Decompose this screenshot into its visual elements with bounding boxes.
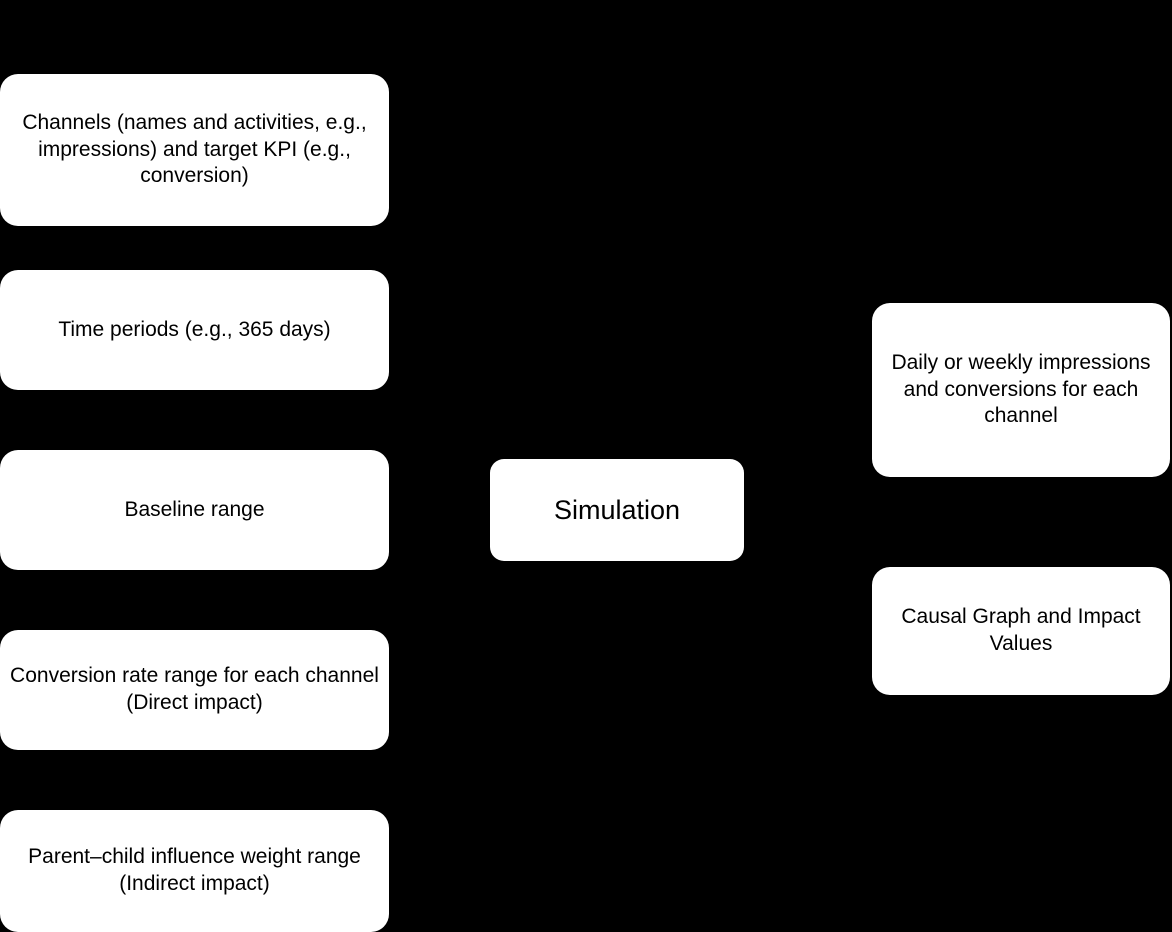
input-node-conversion-rate-range-label: Conversion rate range for each channel (Direct impact) <box>10 664 379 714</box>
input-node-parent-child-weight-range-label: Parent–child influence weight range (Indirect impact) <box>28 845 361 895</box>
input-node-conversion-rate-range <box>0 630 389 750</box>
process-node-simulation-label: Simulation <box>553 494 681 525</box>
input-node-baseline-range <box>0 450 389 570</box>
input-node-channels-label: Channels (names and activities, e.g., impressions) and target KPI (e.g., conversion) <box>22 110 367 188</box>
process-node-simulation <box>490 459 744 561</box>
input-node-baseline-range-label: Baseline range <box>124 497 265 521</box>
input-node-parent-child-weight-range <box>0 810 389 932</box>
output-node-causal-graph <box>872 567 1170 695</box>
input-node-time-periods <box>0 270 389 390</box>
input-node-time-periods-label: Time periods (e.g., 365 days) <box>58 317 331 341</box>
output-node-daily-weekly-metrics <box>872 303 1170 477</box>
output-node-causal-graph-label: Causal Graph and Impact Values <box>901 605 1141 655</box>
input-node-channels <box>0 74 389 226</box>
output-node-daily-weekly-metrics-label: Daily or weekly impressions and conversions for each channel <box>891 350 1151 428</box>
